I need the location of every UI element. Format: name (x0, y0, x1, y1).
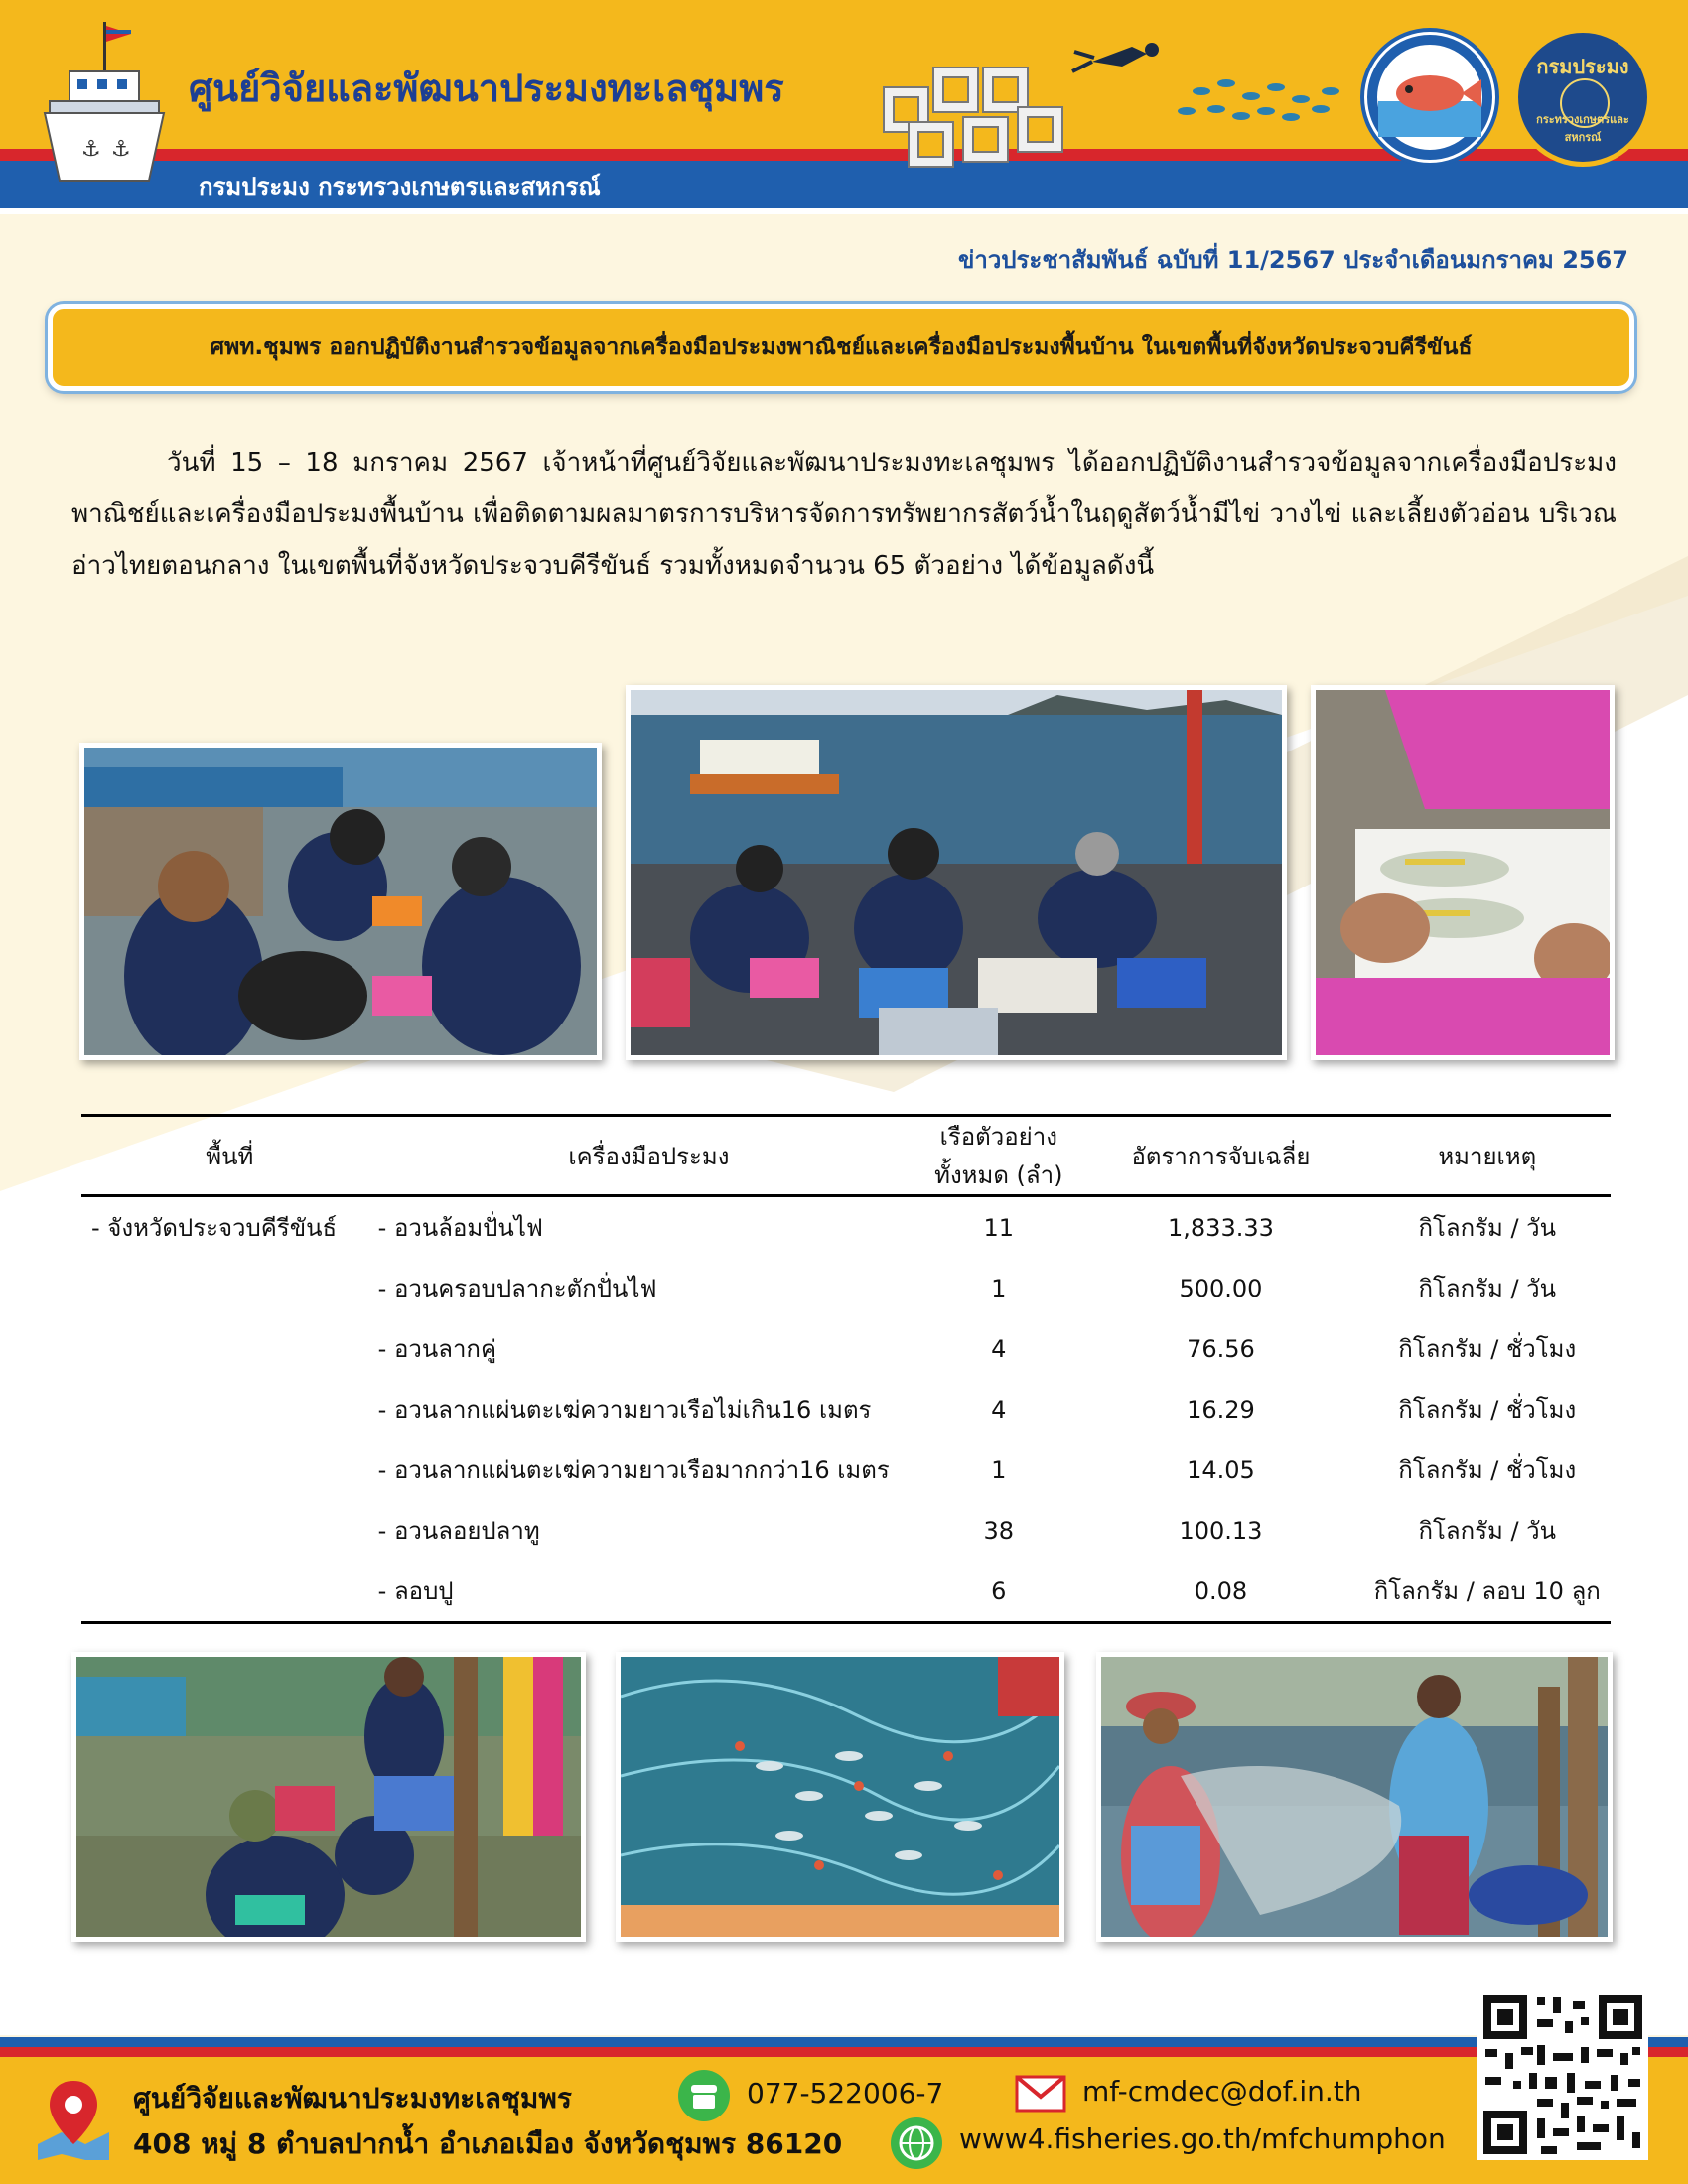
diver-and-fish-icon (1053, 22, 1350, 131)
cell-gear: - ลอบปู (378, 1561, 920, 1623)
cell-gear: - อวนลากแผ่นตะเฆ่ความยาวเรือไม่เกิน16 เมตร (377, 1396, 872, 1424)
footer-blue-stripe (0, 2037, 1688, 2047)
qr-code-icon[interactable] (1477, 1989, 1648, 2160)
cell-boats: 6 (919, 1561, 1077, 1623)
ship-icon (40, 22, 169, 191)
cell-rate: 500.00 (1179, 1274, 1263, 1302)
cell-note: กิโลกรัม / ชั่วโมง (1398, 1396, 1577, 1424)
cell-boats: 11 (983, 1213, 1015, 1242)
footer-red-stripe (0, 2047, 1688, 2057)
header-white-stripe (0, 208, 1688, 214)
cell-gear: - อวนลากแผ่นตะเฆ่ความยาวเรือมากกว่า16 เมตร (377, 1456, 890, 1484)
email-icon (1015, 2075, 1066, 2113)
cell-rate: 16.29 (1187, 1395, 1255, 1424)
footer-phone[interactable]: 077-522006-7 (747, 2077, 944, 2110)
header-gear: เครื่องมือประมง (378, 1116, 920, 1196)
footer-website[interactable]: www4.fisheries.go.th/mfchumphon (959, 2122, 1446, 2155)
cell-rate: 1,833.33 (1168, 1213, 1274, 1242)
header-subtitle: กรมประมง กระทรวงเกษตรและสหกรณ์ (199, 173, 601, 201)
header-boats: เรือตัวอย่างทั้งหมด (ลำ) (919, 1116, 1077, 1196)
cell-area (81, 1379, 378, 1439)
table-row (81, 1561, 1611, 1623)
cell-area: - จังหวัดประจวบคีรีขันธ์ (91, 1214, 338, 1242)
department-of-fisheries-seal (1513, 28, 1652, 167)
cell-area (81, 1561, 378, 1623)
globe-icon (890, 2116, 943, 2170)
cell-gear: - อวนลอยปลาทู (377, 1517, 540, 1545)
cell-gear: - อวนล้อมปั่นไฟ (377, 1214, 543, 1242)
cell-area (81, 1439, 378, 1500)
cell-rate: 0.08 (1077, 1561, 1363, 1623)
catch-rate-table (81, 1114, 1611, 1624)
footer-email[interactable]: mf-cmdec@dof.in.th (1082, 2075, 1362, 2108)
cell-note: กิโลกรัม / วัน (1418, 1275, 1557, 1302)
map-pin-icon (34, 2075, 113, 2164)
footer-org-name: ศูนย์วิจัยและพัฒนาประมงทะเลชุมพร (133, 2082, 572, 2115)
svg-text:⚓: ⚓ (81, 137, 101, 162)
research-center-logo (1360, 28, 1499, 167)
cell-rate: 76.56 (1187, 1334, 1255, 1363)
table-row (81, 1318, 1611, 1379)
table-row (81, 1258, 1611, 1318)
photo-boat-at-canal (71, 1652, 586, 1942)
header-title: ศูนย์วิจัยและพัฒนาประมงทะเลชุมพร (189, 67, 784, 110)
cell-rate: 100.13 (1179, 1516, 1263, 1545)
photo-fish-measurement (1311, 685, 1615, 1060)
svg-text:⚓: ⚓ (111, 137, 131, 162)
cell-boats: 38 (983, 1516, 1015, 1545)
header-note: หมายเหตุ (1364, 1116, 1611, 1196)
artificial-reef-cubes-icon (874, 48, 1072, 177)
footer-address: 408 หมู่ 8 ตำบลปากน้ำ อำเภอเมือง จังหวัดชุมพร 86120 (133, 2127, 843, 2160)
table-row (81, 1196, 1611, 1259)
seal-top-text: กรมประมง (1536, 55, 1629, 78)
cell-gear: - อวนครอบปลากะตักปั่นไฟ (377, 1275, 657, 1302)
body-paragraph (71, 437, 1617, 592)
table-row (81, 1439, 1611, 1500)
cell-note: กิโลกรัม / วัน (1418, 1214, 1557, 1242)
cell-area (81, 1500, 378, 1561)
cell-boats: 4 (991, 1395, 1007, 1424)
photo-villagers-with-net (1096, 1652, 1613, 1942)
cell-boats: 1 (991, 1455, 1007, 1484)
cell-note: กิโลกรัม / วัน (1418, 1517, 1557, 1545)
headline-banner: ศพท.ชุมพร ออกปฏิบัติงานสำรวจข้อมูลจากเครื่องมือประมงพาณิชย์และเครื่องมือประมงพื้นบ้าน ในเขตพื้นที่จังหวัดประจวบคีรีขันธ์ (48, 304, 1634, 391)
cell-boats: 4 (991, 1334, 1007, 1363)
cell-area (81, 1258, 378, 1318)
cell-boats: 1 (991, 1274, 1007, 1302)
photo-pier-sampling (626, 685, 1287, 1060)
seal-bottom-text: กระทรวงเกษตรและสหกรณ์ (1536, 113, 1629, 144)
body-text: วันที่ 15 – 18 มกราคม 2567 เจ้าหน้าที่ศูนย์วิจัยและพัฒนาประมงทะเลชุมพร ได้ออกปฏิบัติงานสำรวจข้อมูลจากเครื่องมือประมงพาณิชย์และเครื่องมือประมงพื้นบ้าน เพื่อติดตามผลมาตรการบริหารจัดการทรัพยากรสัตว์น้ำในฤดูสัตว์น้ำมีไข่ วางไข่ และเลี้ยงตัวอ่อน บริเวณอ่าวไทยตอนกลาง ในเขตพื้นที่จังหวัดประจวบคีรีขันธ์ รวมทั้งหมดจำนวน 65 ตัวอย่าง ได้ข้อมูลดังนี้ (71, 448, 1617, 581)
issue-line: ข่าวประชาสัมพันธ์ ฉบับที่ 11/2567 ประจำเดือนมกราคม 2567 (957, 246, 1628, 274)
photo-team-sorting-catch (79, 743, 602, 1060)
table-row (81, 1379, 1611, 1439)
table-row (81, 1500, 1611, 1561)
table-header-row (81, 1116, 1611, 1196)
cell-rate: 14.05 (1187, 1455, 1255, 1484)
cell-note: กิโลกรัม / ลอบ 10 ลูก (1364, 1561, 1611, 1623)
header-area: พื้นที่ (81, 1116, 378, 1196)
photo-fishing-net-catch (616, 1652, 1064, 1942)
header-rate: อัตราการจับเฉลี่ย (1077, 1116, 1363, 1196)
phone-icon (677, 2069, 731, 2122)
cell-note: กิโลกรัม / ชั่วโมง (1398, 1335, 1577, 1363)
cell-gear: - อวนลากคู่ (377, 1335, 497, 1363)
cell-note: กิโลกรัม / ชั่วโมง (1398, 1456, 1577, 1484)
cell-area (81, 1318, 378, 1379)
